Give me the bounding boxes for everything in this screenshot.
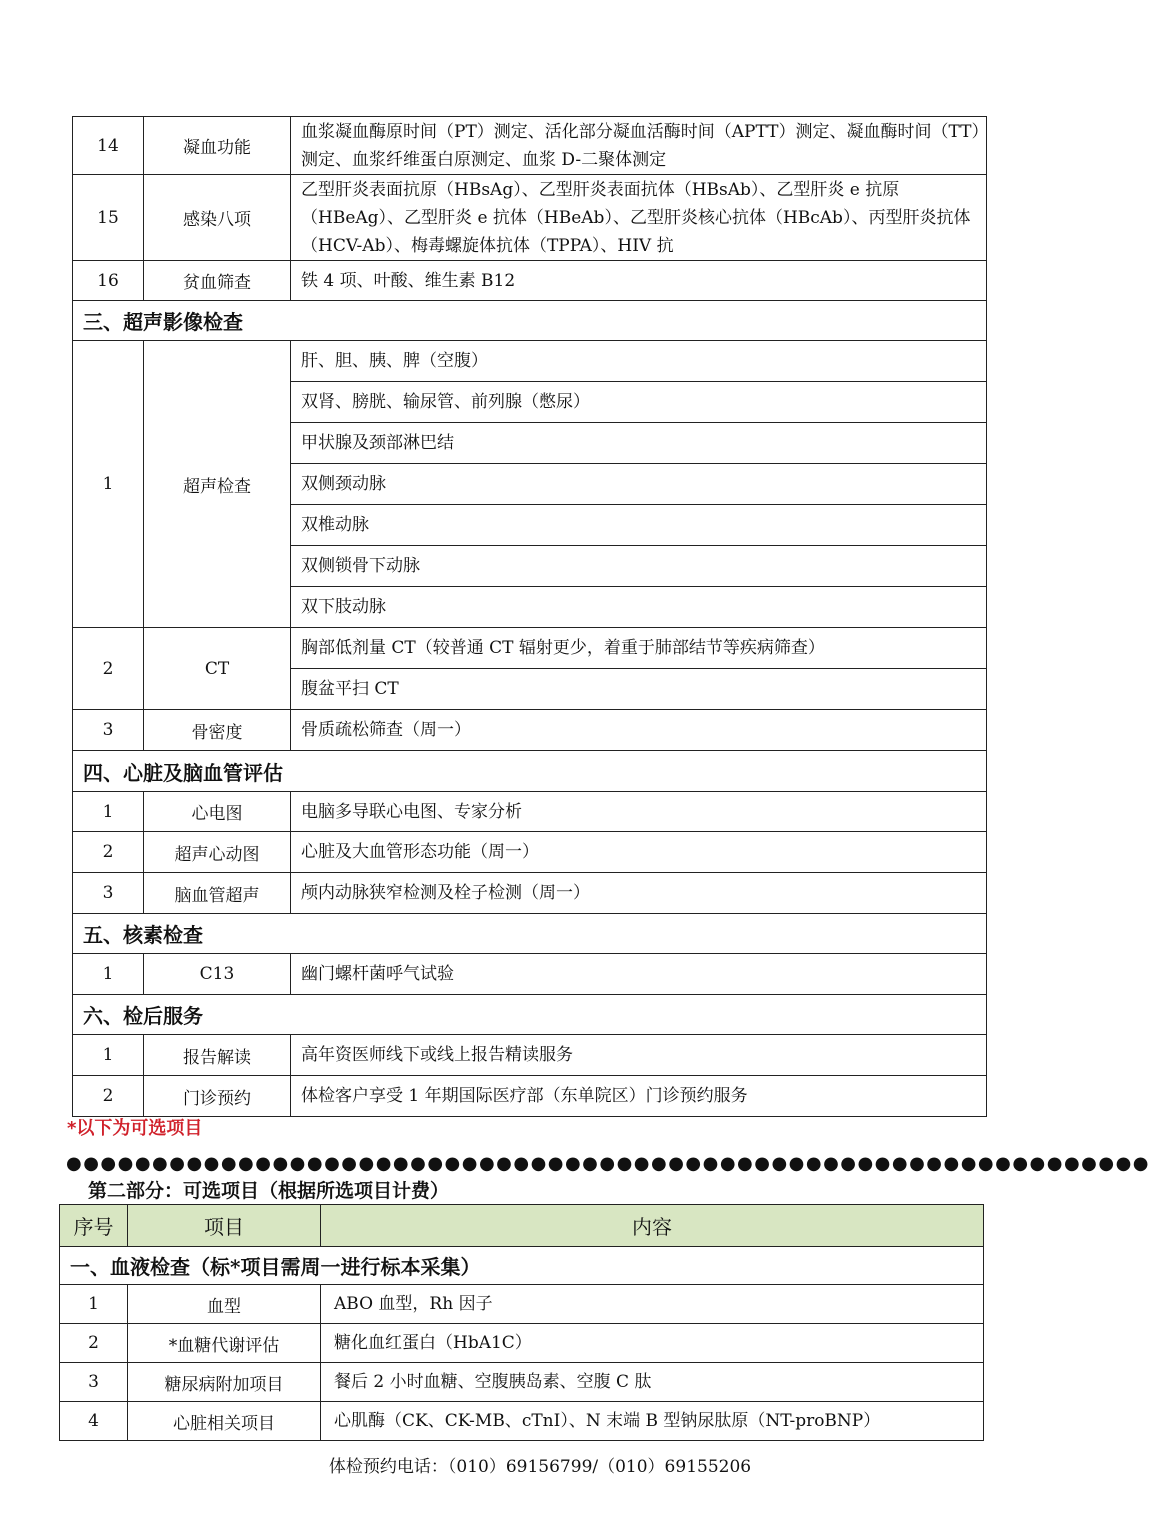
item-name: 血型 bbox=[128, 1285, 321, 1324]
item-name: 凝血功能 bbox=[144, 117, 291, 175]
row-number: 2 bbox=[60, 1324, 128, 1363]
row-number: 1 bbox=[73, 341, 144, 628]
table-row bbox=[73, 1076, 987, 1117]
item-content: 双肾、膀胱、输尿管、前列腺（憋尿） bbox=[291, 382, 987, 423]
item-content: 电脑多导联心电图、专家分析 bbox=[291, 792, 987, 832]
item-name: 感染八项 bbox=[144, 175, 291, 261]
table-row bbox=[73, 1035, 987, 1076]
row-number: 1 bbox=[73, 1035, 144, 1076]
checkup-table-part1 bbox=[72, 116, 987, 1117]
dotted-divider: ●●●●●●●●●●●●●●●●●●●●●●●●●●●●●●●●●●●●●●●●●●●●●●●●●●●●●●●●●●●●●●● bbox=[66, 1153, 1150, 1174]
table-row bbox=[60, 1324, 984, 1363]
row-number: 16 bbox=[73, 261, 144, 301]
row-number: 3 bbox=[60, 1363, 128, 1402]
item-content: 体检客户享受 1 年期国际医疗部（东单院区）门诊预约服务 bbox=[291, 1076, 987, 1117]
item-name: 心电图 bbox=[144, 792, 291, 832]
item-content: 心肌酶（CK、CK-MB、cTnI）、N 末端 B 型钠尿肽原（NT-proBNP） bbox=[321, 1402, 984, 1441]
item-name: *血糖代谢评估 bbox=[128, 1324, 321, 1363]
item-content: 双下肢动脉 bbox=[291, 587, 987, 628]
item-name: 脑血管超声 bbox=[144, 873, 291, 914]
header-content: 内容 bbox=[321, 1205, 984, 1247]
row-number: 2 bbox=[73, 832, 144, 873]
item-content: 双椎动脉 bbox=[291, 505, 987, 546]
row-number: 2 bbox=[73, 1076, 144, 1117]
item-content: 骨质疏松筛查（周一） bbox=[291, 710, 987, 751]
optional-items-table bbox=[59, 1204, 984, 1441]
item-name: 贫血筛查 bbox=[144, 261, 291, 301]
item-name: CT bbox=[144, 628, 291, 710]
item-content: 双侧锁骨下动脉 bbox=[291, 546, 987, 587]
item-content: 心脏及大血管形态功能（周一） bbox=[291, 832, 987, 873]
table-header-row bbox=[60, 1205, 984, 1247]
item-content: 腹盆平扫 CT bbox=[291, 669, 987, 710]
table-row bbox=[73, 873, 987, 914]
item-content: 乙型肝炎表面抗原（HBsAg）、乙型肝炎表面抗体（HBsAb）、乙型肝炎 e 抗原（HBeAg）、乙型肝炎 e 抗体（HBeAb）、乙型肝炎核心抗体（HBcAb）、丙型肝炎抗体（HCV-Ab）、梅毒螺旋体抗体（TPPA）、HIV 抗 bbox=[291, 175, 987, 261]
table-row bbox=[73, 628, 987, 669]
item-content: 颅内动脉狭窄检测及栓子检测（周一） bbox=[291, 873, 987, 914]
item-content: 甲状腺及颈部淋巴结 bbox=[291, 423, 987, 464]
section-header bbox=[73, 995, 987, 1035]
part2-title: 第二部分：可选项目（根据所选项目计费） bbox=[88, 1180, 450, 1202]
item-content: 铁 4 项、叶酸、维生素 B12 bbox=[291, 261, 987, 301]
item-content: 糖化血红蛋白（HbA1C） bbox=[321, 1324, 984, 1363]
section-header bbox=[60, 1247, 984, 1285]
item-name: 心脏相关项目 bbox=[128, 1402, 321, 1441]
row-number: 1 bbox=[60, 1285, 128, 1324]
row-number: 3 bbox=[73, 873, 144, 914]
table-row bbox=[73, 261, 987, 301]
item-name: 超声检查 bbox=[144, 341, 291, 628]
item-content: ABO 血型，Rh 因子 bbox=[321, 1285, 984, 1324]
section-title: 四、心脏及脑血管评估 bbox=[73, 751, 987, 792]
item-name: 糖尿病附加项目 bbox=[128, 1363, 321, 1402]
item-name: 超声心动图 bbox=[144, 832, 291, 873]
row-number: 14 bbox=[73, 117, 144, 175]
table-row bbox=[73, 710, 987, 751]
booking-phone-footer: 体检预约电话：（010）69156799/（010）69155206 bbox=[328, 1457, 752, 1477]
item-name: C13 bbox=[144, 954, 291, 995]
table-row bbox=[73, 175, 987, 261]
item-content: 高年资医师线下或线上报告精读服务 bbox=[291, 1035, 987, 1076]
item-content: 肝、胆、胰、脾（空腹） bbox=[291, 341, 987, 382]
section-header bbox=[73, 914, 987, 954]
table-row bbox=[73, 792, 987, 832]
item-name: 骨密度 bbox=[144, 710, 291, 751]
section-header bbox=[73, 301, 987, 341]
item-content: 餐后 2 小时血糖、空腹胰岛素、空腹 C 肽 bbox=[321, 1363, 984, 1402]
table-row bbox=[60, 1285, 984, 1324]
section-title: 五、核素检查 bbox=[73, 914, 987, 954]
item-content: 幽门螺杆菌呼气试验 bbox=[291, 954, 987, 995]
optional-items-note: *以下为可选项目 bbox=[67, 1118, 203, 1139]
item-name: 报告解读 bbox=[144, 1035, 291, 1076]
table-row bbox=[73, 117, 987, 175]
table-row bbox=[73, 954, 987, 995]
item-name: 门诊预约 bbox=[144, 1076, 291, 1117]
row-number: 4 bbox=[60, 1402, 128, 1441]
table-row bbox=[73, 832, 987, 873]
section-title: 三、超声影像检查 bbox=[73, 301, 987, 341]
row-number: 3 bbox=[73, 710, 144, 751]
item-content: 双侧颈动脉 bbox=[291, 464, 987, 505]
row-number: 2 bbox=[73, 628, 144, 710]
item-content: 血浆凝血酶原时间（PT）测定、活化部分凝血活酶时间（APTT）测定、凝血酶时间（TT）测定、血浆纤维蛋白原测定、血浆 D-二聚体测定 bbox=[291, 117, 987, 175]
row-number: 15 bbox=[73, 175, 144, 261]
item-content: 胸部低剂量 CT（较普通 CT 辐射更少，着重于肺部结节等疾病筛查） bbox=[291, 628, 987, 669]
table-row bbox=[60, 1363, 984, 1402]
table-row bbox=[73, 341, 987, 382]
table-row bbox=[60, 1402, 984, 1441]
header-number: 序号 bbox=[60, 1205, 128, 1247]
section-header bbox=[73, 751, 987, 792]
header-item: 项目 bbox=[128, 1205, 321, 1247]
row-number: 1 bbox=[73, 792, 144, 832]
section-title: 一、血液检查（标*项目需周一进行标本采集） bbox=[60, 1247, 984, 1285]
row-number: 1 bbox=[73, 954, 144, 995]
section-title: 六、检后服务 bbox=[73, 995, 987, 1035]
